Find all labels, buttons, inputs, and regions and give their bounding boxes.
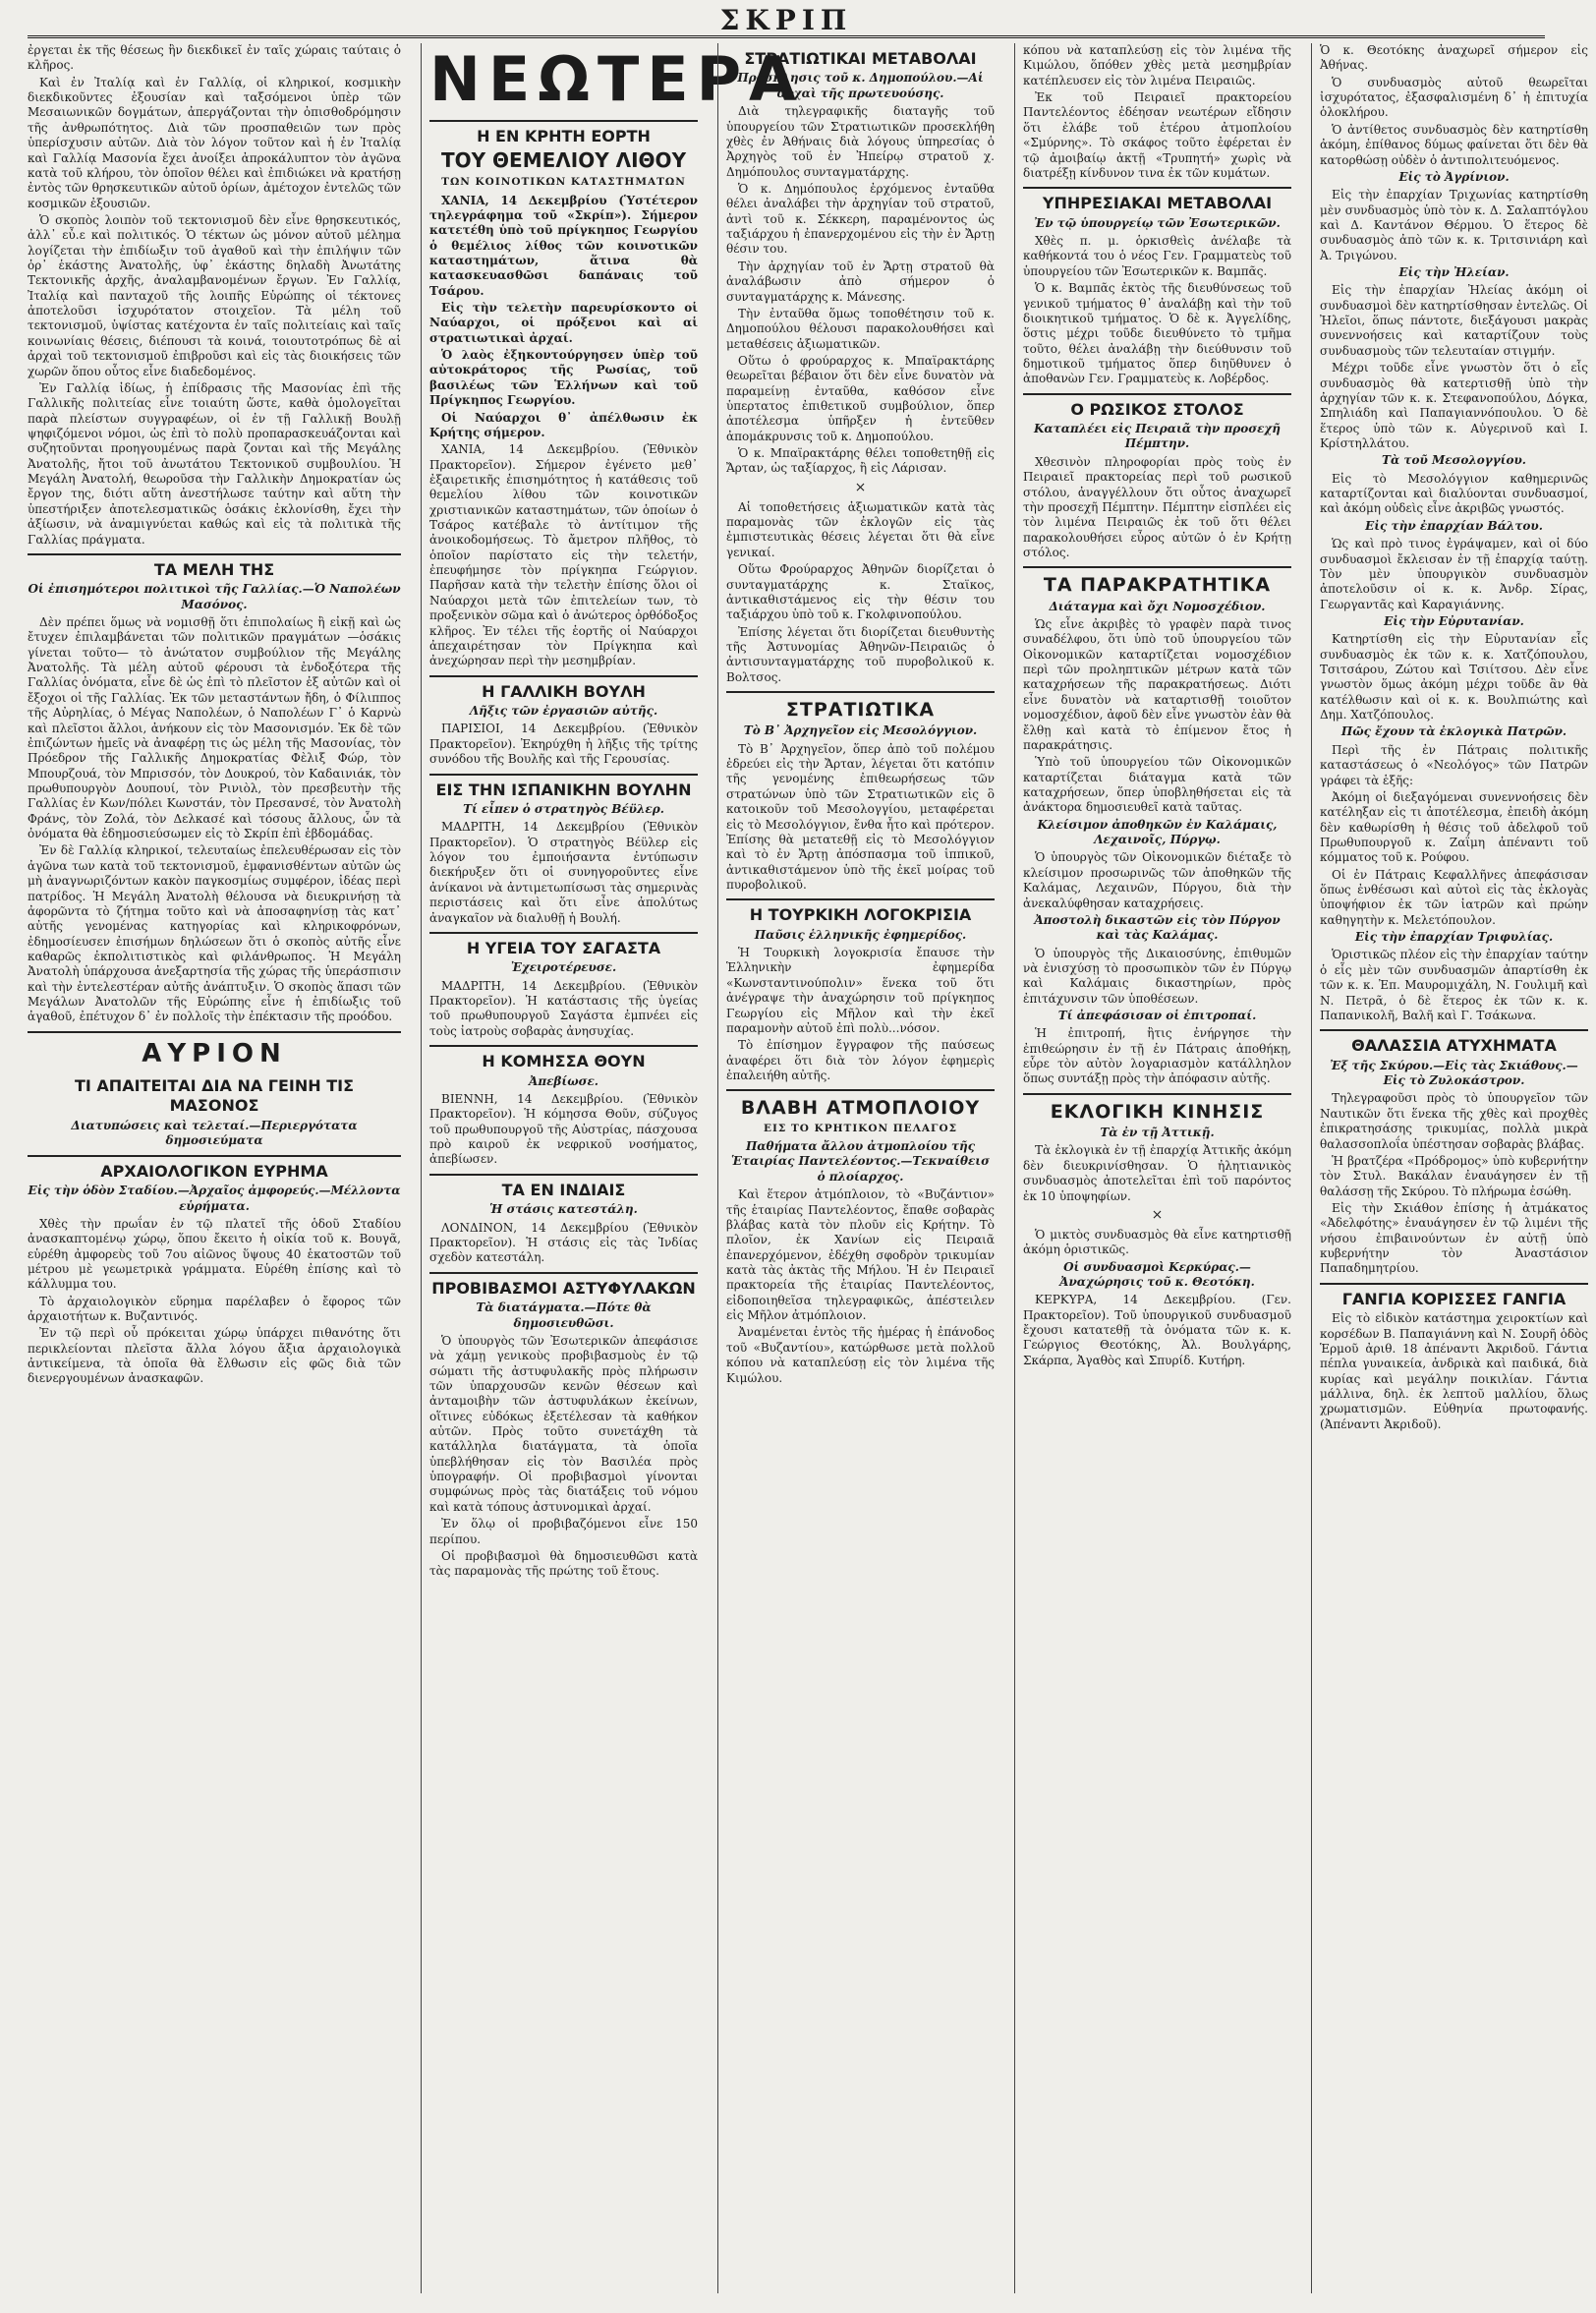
section-heading: ΤΑ ΕΝ ΙΝΔΙΑΙΣ xyxy=(429,1174,698,1200)
section-heading: ΣΤΡΑΤΙΩΤΙΚΑΙ ΜΕΤΑΒΟΛΑΙ xyxy=(744,49,977,68)
paragraph: ΒΙΕΝΝΗ, 14 Δεκεμβρίου. (Ἐθνικὸν Πρακτορεῖον). Ἡ κόμησσα Θοῦν, σύζυγος τοῦ πρωθυπουργοῦ τῆς Αὐστρίας, πάσχουσα πρὸ καιροῦ ἐκ νεφρικοῦ νοσήματος, ἀπεβίωσεν. xyxy=(429,1091,698,1167)
paragraph: Ἡ βρατζέρα «Πρόδρομος» ὑπὸ κυβερνήτην τὸν Στυλ. Βακάλαν ἐναυάγησεν ἐν τῇ θαλάσσῃ τῆς Σκύρου. Τὸ πλήρωμα ἐσώθη. xyxy=(1320,1153,1588,1198)
paragraph: κόπου νὰ καταπλεύσῃ εἰς τὸν λιμένα τῆς Κιμώλου, ὅπόθεν χθὲς μετὰ μεσημβρίαν κατέπλευσεν εἰς τὸν λιμένα Πειραιῶς. xyxy=(1023,43,1291,87)
section-subheading: Ἀπεβίωσε. xyxy=(529,1073,598,1088)
section-subheading: ΕΙΣ ΤΟ ΚΡΗΤΙΚΟΝ ΠΕΛΑΓΟΣ xyxy=(763,1122,958,1134)
section-subheading: Πρόσκλησις τοῦ κ. Δημοπούλου.—Αἱ ἀρχαὶ τῆς πρωτευούσης. xyxy=(737,71,984,100)
paragraph: Ἀναμένεται ἐντὸς τῆς ἡμέρας ἡ ἐπάνοδος τοῦ «Βυζαντίου», κατώρθωσε μετὰ πολλοῦ κόπου νὰ καταπλεύσῃ εἰς τὸν λιμένα τῆς Κιμώλου. xyxy=(726,1325,995,1385)
section-subheading: Ἡ στάσις κατεστάλη. xyxy=(489,1202,638,1217)
section-subheading: Εἰς τὴν ὁδὸν Σταδίου.—Ἀρχαῖος ἀμφορεύς.—Μέλλοντα εὑρήματα. xyxy=(28,1184,401,1213)
paragraph: Κατηρτίσθη εἰς τὴν Εὐρυτανίαν εἷς συνδυασμὸς ἐκ τῶν κ. κ. Χατζόπουλου, Τσιτσάρου, Ζώτου καὶ Τσιίτσου. Δὲν εἶνε γνωστὸν ὅμως ἀκόμη μέχρι τοῦδε ἂν θὰ κατέλθωσιν καὶ οἱ κ. κ. Βουλπιώτης καὶ Δημ. Χατζόπουλος. xyxy=(1320,632,1588,723)
paragraph: Τὸ Β᾽ Ἀρχηγεῖον, ὅπερ ἀπὸ τοῦ πολέμου ἐδρεύει εἰς τὴν Ἄρταν, λέγεται ὅτι κατόπιν τῆς γενομένης ἐπιθεωρήσεως τῶν στρατώνων ὑπὸ τῶν Στρατιωτικῶν εἰς ὃ κατοικοῦν τοῦ Μεσολογγίου, μεταφέρεται εἰς τὸ Μεσολόγγιον, ἔνθα ἦτο καὶ πρότερον. Ἐπίσης θὰ μετατεθῇ εἰς τὸ Μεσολόγγιον καὶ τὸ ἐν Ἄρτῃ ἀπόσπασμα τοῦ ἱππικοῦ, ἀντικαθιστάμενον ὑπὸ τῆς ἐκεῖ μοίρας τοῦ πυροβολικοῦ. xyxy=(726,741,995,892)
paragraph: ΠΑΡΙΣΙΟΙ, 14 Δεκεμβρίου. (Ἐθνικὸν Πρακτορεῖον). Ἐκηρύχθη ἡ λῆξις τῆς τρίτης συνόδου τῆς Βουλῆς καὶ τῆς Γερουσίας. xyxy=(429,722,698,767)
paragraph: ΚΕΡΚΥΡΑ, 14 Δεκεμβρίου. (Γεν. Πρακτορεῖον). Τοῦ ὑπουργικοῦ συνδυασμοῦ ἔχουσι κατατεθῇ τὰ ὀνόματα τῶν κ. κ. Γεώργιος Θεοτόκης, Ἀλ. Βουλγάρης, Σκάρπα, Ἀγαθὸς καὶ Σπυρίδ. Κυτήρη. xyxy=(1023,1293,1291,1367)
section-subheading: Τὰ τοῦ Μεσολογγίου. xyxy=(1382,453,1526,468)
section-heading: ΣΤΡΑΤΙΩΤΙΚΑ xyxy=(726,691,995,722)
column-3 xyxy=(717,43,1002,2293)
paragraph: Ὁ κ. Μπαϊρακτάρης θέλει τοποθετηθῇ εἰς Ἄρταν, ὡς ταξίαρχος, ἢ εἰς Λάρισαν. xyxy=(726,446,995,476)
section-subheading: Τί εἶπεν ὁ στρατηγὸς Βέϋλερ. xyxy=(463,802,664,817)
section-subheading: Ἀποστολὴ δικαστῶν εἰς τὸν Πύργον καὶ τὰς Καλάμας. xyxy=(1034,912,1281,943)
section-subheading: Καταπλέει εἰς Πειραιᾶ τὴν προσεχῆ Πέμπτην. xyxy=(1033,422,1282,451)
section-heading: ΘΑΛΑΣΣΙΑ ΑΤΥΧΗΜΑΤΑ xyxy=(1320,1029,1588,1056)
paragraph: Διὰ τηλεγραφικῆς διαταγῆς τοῦ ὑπουργείου τῶν Στρατιωτικῶν προσεκλήθη χθὲς ἐν Ἀθήναις διὰ λόγους ὑπηρεσίας ὁ Ἀρχηγὸς τοῦ ἐν Ἠπείρῳ στρατοῦ χ. Δημόπουλος συνταγματάρχης. xyxy=(726,104,995,179)
paragraph: Ὁ μικτὸς συνδυασμὸς θὰ εἶνε κατηρτισθῇ ἀκόμη ὁριστικῶς. xyxy=(1023,1227,1291,1257)
paragraph: Καὶ ἕτερον ἀτμόπλοιον, τὸ «Βυζάντιον» τῆς ἑταιρίας Παντελέοντος, ἔπαθε σοβαρὰς βλάβας κατὰ τὸν πλοῦν εἰς Κρήτην. Τὸ πλοῖον, ἐκ Χανίων εἰς Πειραιᾶ ἐπανερχόμενον, ἐδέχθη σφοδρὸν τρικυμίαν κατὰ τὰς ἀκτὰς τῆς Μήλου. Ἡ ἐν Πειραιεῖ πρακτορεία τῆς ἑταιρίας Παντελέοντος, εἰδοποιηθεῖσα τηλεγραφικῶς, ἀπέστειλεν εἰς Μῆλον ἀτμόπλοιον. xyxy=(726,1187,995,1323)
section-heading: ΒΛΑΒΗ ΑΤΜΟΠΛΟΙΟΥ xyxy=(726,1089,995,1120)
section-heading: Ο ΡΩΣΙΚΟΣ ΣΤΟΛΟΣ xyxy=(1023,393,1291,420)
paragraph: Ὁ λαὸς ἐξηκοντούργησεν ὑπὲρ τοῦ αὐτοκράτορος τῆς Ρωσίας, τοῦ βασιλέως τῶν Ἑλλήνων καὶ τοῦ Πρίγκηπος Γεωργίου. xyxy=(429,348,698,408)
paragraph: ΜΑΔΡΙΤΗ, 14 Δεκεμβρίου. (Ἐθνικὸν Πρακτορεῖον). Ἡ κατάστασις τῆς ὑγείας τοῦ πρωθυπουργοῦ Σαγάστα ἐμπνέει εἰς τοὺς ἰατροὺς σοβαρὰς ἀνησυχίας. xyxy=(429,978,698,1038)
paragraph: Ὁ ὑπουργὸς τῶν Οἰκονομικῶν διέταξε τὸ κλείσιμον προσωρινῶς τῶν ἀποθηκῶν τῆς Καλάμας, Λεχαινῶν, Πύργου, διὰ τὴν ἀνεκαλύφθησαν καταχρήσεις. xyxy=(1023,850,1291,910)
section-subheading: Τὰ ἐν τῇ Ἀττικῇ. xyxy=(1100,1126,1215,1140)
paragraph: Ἡ Τουρκικὴ λογοκρισία ἔπαυσε τὴν Ἑλληνικὴν ἐφημερίδα «Κωνσταντινούπολιν» ἕνεκα τοῦ ὅτι ἀνέγραψε τὴν ἀναχώρησιν τοῦ πρίγκηπος Γεωργίου εἰς Μῆλον καὶ τὴν ἐκεῖ παραμονὴν αὐτοῦ ἐπὶ πολὺ...νόσον. xyxy=(726,946,995,1035)
paragraph: Ὁ κ. Βαμπᾶς ἐκτὸς τῆς διευθύνσεως τοῦ γενικοῦ τμήματος θ᾽ ἀναλάβῃ καὶ τὴν τοῦ διοικητικοῦ τμήματος. Ὁ δὲ κ. Ἀγγελίδης, ὅστις μέχρι τοῦδε διευθύνετο τὸ τμῆμα τοῦτο, θέλει ἀναλάβῃ τὴν διεύθυνσιν τοῦ δημοτικοῦ τμήματος ὅπερ διηῦθυνεν ὁ ἀποθανὼν Γεν. Γραμματεὺς κ. Λοβέρδος. xyxy=(1023,281,1291,386)
paragraph: ἐργεται ἐκ τῆς θέσεως ἣν διεκδικεῖ ἐν ταῖς χώραις ταύταις ὁ κλῆρος. xyxy=(28,43,401,73)
section-subheading: Εἰς τὴν ἐπαρχίαν Βάλτου. xyxy=(1365,518,1543,533)
paragraph: Εἰς τὸ Μεσολόγγιον καθημερινῶς καταρτίζονται καὶ διαλύονται συνδυασμοί, καὶ ἀκόμη οὐδεὶς εἶνε ἀκριβῶς γνωστός. xyxy=(1320,471,1588,516)
paragraph: Ἐπίσης λέγεται ὅτι διορίζεται διευθυντὴς τῆς Ἀστυνομίας Ἀθηνῶν-Πειραιῶς ὁ ἀντισυνταγματάρχης τοῦ πυροβολικοῦ κ. Βολτσος. xyxy=(726,624,995,684)
section-subheading: Ἐχειροτέρευσε. xyxy=(510,960,617,975)
paragraph: Τὸ ἀρχαιολογικὸν εὕρημα παρέλαβεν ὁ ἔφορος τῶν ἀρχαιοτήτων κ. Βυζαντινός. xyxy=(28,1294,401,1324)
paragraph: Οὕτω ὁ φρούραρχος κ. Μπαϊρακτάρης θεωρεῖται βέβαιον ὅτι δὲν εἶνε δυνατὸν νὰ παραμείνῃ ἐνταῦθα, καθόσον εἶνε ὑπερτατος ἐπιθετικοῦ συμβούλιον, ὅπερ ἀποτέλεσμα ὑπῆρξεν ἡ ἐντεῦθεν ἀπομάκρυνσις τοῦ κ. Δημοπούλου. xyxy=(726,353,995,443)
paragraph: Τὰ ἐκλογικὰ ἐν τῇ ἐπαρχίᾳ Ἀττικῆς ἀκόμη δὲν διευκρινίσθησαν. Ὁ ἠλητιανικὸς συνδυασμὸς ἀποτελεῖται ἐπὶ τοῦ παρόντος ἐκ 10 ὑποψηφίων. xyxy=(1023,1143,1291,1203)
paragraph: Αἱ τοποθετήσεις ἀξιωματικῶν κατὰ τὰς παραμονὰς τῶν ἐκλογῶν εἰς τὰς ἐμπιστευτικὰς θέσεις λέγεται ὅτι θὰ εἶνε γενικαί. xyxy=(726,499,995,559)
paragraph: Χθὲς π. μ. ὁρκισθεὶς ἀνέλαβε τὰ καθήκοντά του ὁ νέος Γεν. Γραμματεὺς τοῦ ὑπουργείου τῶν Ἐσωτερικῶν κ. Βαμπᾶς. xyxy=(1023,234,1291,278)
paragraph: Ὁ κ. Δημόπουλος ἐρχόμενος ἐνταῦθα θέλει ἀναλάβει τὴν ἀρχηγίαν τοῦ στρατοῦ, ἀντὶ τοῦ κ. Σέκκερη, παραμένοντος ὡς ταξιάρχου ἡ ἐπανερχομένου εἰς τὴν ἐν Ἄρτῃ θέσιν του. xyxy=(726,181,995,257)
section-subheading: Διατυπώσεις καὶ τελεταί.—Περιεργότατα δημοσιεύματα xyxy=(71,1118,358,1148)
section-heading: ΥΠΗΡΕΣΙΑΚΑΙ ΜΕΤΑΒΟΛΑΙ xyxy=(1023,187,1291,213)
paragraph: Ὁ κ. Θεοτόκης ἀναχωρεῖ σήμερον εἰς Ἀθήνας. xyxy=(1320,43,1588,73)
paragraph: Ὁ ὑπουργὸς τῆς Δικαιοσύνης, ἐπιθυμῶν νὰ ἐνισχύσῃ τὸ προσωπικὸν τῶν ἐν Πύργῳ καὶ Καλάμαις δικαστηρίων, πρὸς ἐπιτάχυνσιν τῶν ὑποθέσεων. xyxy=(1023,946,1291,1006)
section-heading: ΤΙ ΑΠΑΙΤΕΙΤΑΙ ΔΙΑ ΝΑ ΓΕΙΝΗ ΤΙΣ ΜΑΣΟΝΟΣ xyxy=(74,1076,355,1116)
paragraph: Οὕτω Φρούραρχος Ἀθηνῶν διορίζεται ὁ συνταγματάρχης κ. Σταϊκος, ἀντικαθιστάμενος εἰς τὴν θέσιν του ταξιάρχου ὑπὸ τοῦ κ. Γκολφινοπούλου. xyxy=(726,562,995,622)
section-heading: Η ΥΓΕΙΑ ΤΟΥ ΣΑΓΑΣΤΑ xyxy=(429,932,698,958)
masthead-rule xyxy=(28,35,1545,38)
paragraph: Ἐν Γαλλίᾳ ἰδίως, ἡ ἐπίδρασις τῆς Μασονίας ἐπὶ τῆς Γαλλικῆς πολιτείας εἶνε τοιαύτη ὥστε, καθὰ ὁμολογεῖται παρὰ πλείστων συγγραφέων, οἱ ἐν τῇ Γαλλικῇ Βουλῇ ψηφιζόμενοι νόμοι, ὡς ἐπὶ τὸ πολὺ προπαρασκευάζονται καὶ συζητοῦνται προηγουμένως παρὰ ζονται καὶ τῆς Μεγάλης Ἀνατολῆς, ἤτοι τοῦ ἀνωτάτου Τεκτονικοῦ συμβουλίου. Ἡ Μεγάλη Ἀνατολή, θεωροῦσα τὴν Γαλλικὴν Δημοκρατίαν ὡς ἔργον της, διότι αὕτη ἀνεστήλωσε ταύτην καὶ αὕτη τὴν ὑπεστήριξεν ἀποτελεσματικῶς ὁσάκις ἐκλονίσθη, ἔχει τὴν ἀξίωσιν, νὰ ἀναμιγνύεται καθώς καὶ εἰς τὰ πολιτικὰ τῆς Γαλλίας πράγματα. xyxy=(28,380,401,547)
section-heading: ΕΚΛΟΓΙΚΗ ΚΙΝΗΣΙΣ xyxy=(1023,1093,1291,1124)
section-subheading: Εἰς τὴν ἐπαρχίαν Τριφυλίας. xyxy=(1354,930,1554,945)
paragraph: Τὴν ἐνταῦθα ὅμως τοποθέτησιν τοῦ κ. Δημοπούλου θέλουσι παρακολουθήσει καὶ μεταθέσεις ἀξιωματικῶν. xyxy=(726,306,995,351)
paragraph: Περὶ τῆς ἐν Πάτραις πολιτικῆς καταστάσεως ὁ «Νεολόγος» τῶν Πατρῶν γράφει τὰ ἑξῆς: xyxy=(1320,742,1588,787)
paragraph: Ὁ συνδυασμὸς αὐτοῦ θεωρεῖται ἰσχυρότατος, ἐξασφαλισμένη δ᾽ ἡ ἐπιτυχία ὁλοκλήρου. xyxy=(1320,75,1588,120)
column-1 xyxy=(28,43,409,2293)
paragraph: ΛΟΝΔΙΝΟΝ, 14 Δεκεμβρίου (Ἐθνικὸν Πρακτορεῖον). Ἡ στάσις εἰς τὰς Ἰνδίας σχεδὸν κατεστάλη. xyxy=(429,1220,698,1265)
paragraph: Εἰς τὴν ἐπαρχίαν Ἠλείας ἀκόμη οἱ συνδυασμοὶ δὲν κατηρτίσθησαν ἐντελῶς. Οἱ Ἠλεῖοι, ὅπως πάντοτε, διεξάγουσι μακρὰς συνεννοήσεις καὶ καταρτίζουν τοὺς συνδυασμοὺς τῶν τελευταίαν στιγμήν. xyxy=(1320,283,1588,358)
section-heading: ΑΡΧΑΙΟΛΟΓΙΚΟΝ ΕΥΡΗΜΑ xyxy=(28,1155,401,1182)
paragraph: Ὡς εἶνε ἀκριβὲς τὸ γραφὲν παρὰ τινος συναδέλφου, ὅτι ὑπὸ τοῦ ὑπουργείου τῶν Οἰκονομικῶν καταρτίζεται νομοσχέδιον περὶ τῶν προληπτικῶν μέτρων κατὰ τῶν καταχρήσεων τῆς παρακρατήσεως. Διότι εἶνε δυνατὸν νὰ καταρτισθῇ τοιοῦτον νομοσχέδιον, ἀφοῦ δὲν εἶνε γνωστὸν ἐὰν θὰ ἔλθῃ καὶ κατὰ τὸ ἐπίμενον ἔτος ἡ παρακράτησις. xyxy=(1023,617,1291,752)
paragraph: ΜΑΔΡΙΤΗ, 14 Δεκεμβρίου (Ἐθνικὸν Πρακτορεῖον). Ὁ στρατηγὸς Βέϋλερ εἰς λόγον του ἐμποιήσαντα ἐντύπωσιν διεκήρυξεν ὅτι οἱ συνηγοροῦντες εἶνε ἀνίκανοι νὰ ἀντιμετωπίσωσι τὰς σημερινὰς περιστάσεις καὶ ὅτι εἶνε ἀπολύτως ἀναγκαῖον νὰ διαλυθῇ ἡ Βουλή. xyxy=(429,820,698,925)
section-heading: ΤΟΥ ΘΕΜΕΛΙΟΥ ΛΙΘΟΥ xyxy=(440,148,687,173)
section-subheading: Εἰς τὴν Εὐρυτανίαν. xyxy=(1384,613,1524,628)
paragraph: Οἱ προβιβασμοὶ θὰ δημοσιευθῶσι κατὰ τὰς παραμονὰς τῆς πρώτης τοῦ ἔτους. xyxy=(429,1548,698,1579)
paragraph: Δὲν πρέπει ὅμως νὰ νομισθῇ ὅτι ἐπιπολαίως ἢ εἰκῇ καὶ ὡς ἔτυχεν ἐπιλαμβάνεται τῶν πολιτικῶν πραγμάτων —ὁσάκις γίνεται τοῦτο— τὸ ἀνώτατον συμβούλιον τῆς Μεγάλης Ἀνατολῆς. Τὰ μέλη αὐτοῦ φέρουσι τὰ ἐνδοξότερα τῆς Γαλλίας ὀνόματα, εἶνε δὲ ὡς ἐπὶ τὸ πλεῖστον ἐξ αὐτῶν καὶ οἱ ἔξοχοι οἱ τῆς Γαλλίας. Ἐκ τῶν μεταστάντων ἤδη, ὁ Φίλιππος τῆς Αὐρηλίας, ὁ Μέγας Ναπολέων, ὁ Ναπολέων Γ᾽ ὁ Καρνὼ καὶ πλεῖστοι ἄλλοι, ἀνήκουν εἰς τὸν Μασονισμόν. Ἐκ δὲ τῶν ἐπιζώντων ἡμεῖς νὰ ἀναφέρῃ τις ὡς μέλη τῆς Μασονίας, τὸν Πρόεδρον τῆς Γαλλικῆς Δημοκρατίας Φὲλιξ Φώρ, τὸν Μπουρζουά, τὸν Μπρισσόν, τὸν Δουκρού, τὸν Καδαινιάκ, τὸν πρωθυπουργὸν Δουπουί, τὸν Ρινιὸλ, τὸν πρεσβευτὴν τῆς Γαλλίας ἐν Κων/πόλει Κωνστάν, τὸν Πρεσανσέ, τὸν Ἀνατολὴ Φράνς, τὸν Ζολά, τὸν Δελκασέ καὶ τόσους ἄλλους, ὧν τὰ ὀνόματα θὰ ἐδημοσιεύσωμεν εἰς τὸ Σκρίπ ἐπὶ ἑβδομάδας. xyxy=(28,615,401,841)
section-subheading: Τί ἀπεφάσισαν οἱ ἐπιτροπαί. xyxy=(1057,1009,1257,1023)
paragraph: Ἡ ἐπιτροπή, ἣτις ἐνήργησε τὴν ἐπιθεώρησιν ἐν τῇ ἐν Πάτραις ἀποθήκῃ, εὗρε τὸν αὐτὸν λογαριασμὸν κατάλληλον ὅπως συντάξῃ πρὸς τὴν ἀπόφασιν αὐτῆς. xyxy=(1023,1026,1291,1086)
paragraph: Ὁ ἀντίθετος συνδυασμὸς δὲν κατηρτίσθη ἀκόμη, ἐπίθανος δύμως φαίνεται ὅτι δὲν θὰ κατορθώσῃ οὐδὲν ὁ ἀντιπολιτευόμενος. xyxy=(1320,122,1588,167)
section-heading: Η ΤΟΥΡΚΙΚΗ ΛΟΓΟΚΡΙΣΙΑ xyxy=(726,898,995,925)
paragraph: Ὁ ὑπουργὸς τῶν Ἐσωτερικῶν ἀπεφάσισε νὰ χάμῃ γενικοὺς προβιβασμοὺς ἐν τῷ σώματι τῆς ἀστυφυλακῆς πρὸς πλήρωσιν τῶν ὑπαρχουσῶν κενῶν θέσεων καὶ ἀνταμοιβὴν τῶν ἀστυφυλάκων ἐκείνων, οἵτινες εὐδόκως ἐξετέλεσαν τὰ καθήκον αὐτῶν. Πρὸς τοῦτο συνετάχθη τὰ κατάλληλα διατάγματα, τὰ ὁποῖα ὑπεβλήθησαν εἰς τὸν Βασιλέα πρὸς ὑπογραφήν. Οἱ προβιβασμοὶ γίνονται συμφώνως πρὸς τὰς διατάξεις τοῦ νόμου καὶ κατὰ τόπους ἀστυνομικαὶ ἀρχαί. xyxy=(429,1333,698,1514)
section-subheading: Λῆξις τῶν ἐργασιῶν αὐτῆς. xyxy=(469,704,658,719)
paragraph: ΧΑΝΙΑ, 14 Δεκεμβρίου (Ὑστέτερον τηλεγράφημα τοῦ «Σκρίπ»). Σήμερον κατετέθη ὑπὸ τοῦ πρίγκηπος Γεωργίου ὁ θεμέλιος λίθος τῶν κοινοτικῶν καταστημάτων, ἅτινα θὰ κατασκευασθῶσι δαπάναις τοῦ Τσάρου. xyxy=(429,193,698,298)
paragraph: Ἐν ὅλῳ οἱ προβιβαζόμενοι εἶνε 150 περίπου. xyxy=(429,1517,698,1546)
paragraph: ΧΑΝΙΑ, 14 Δεκεμβρίου. (Ἐθνικὸν Πρακτορεῖον). Σήμερον ἐγένετο μεθ᾽ ἐξαιρετικῆς ἐπισημότητος ἡ κατάθεσις τοῦ θεμελίου λίθου τῶν κοινοτικῶν χριστιανικῶν καταστημάτων, τῶν ὁποίων ὁ Τσάρος κατέβαλε τὸ ἀντίτιμον τῆς ἀνοικοδομήσεως. Τὸ ἄμετρον πλῆθος, τὸ ὁποῖον παρίστατο εἰς τὴν τελετήν, ἐπευφήμησε τὸν πρίγκηπα Γεώργιον. Παρῆσαν κατὰ τὴν τελετὴν ἐπίσης ὅλοι οἱ Ναύαρχοι μετὰ τῶν ἐπιτελείων των, τὸ προξενικὸν σῶμα καὶ ὁ ἀνώτερος ὀρθόδοξος κλῆρος. Ἐν τέλει τῆς ἑορτῆς οἱ Ναύαρχοι ἀπεχαιρέτησαν τὸν Πρίγκηπα καὶ ἀνεχώρησαν περὶ τὴν μεσημβρίαν. xyxy=(429,442,698,668)
section-banner-neotera: ΝΕΩΤΕΡΑ xyxy=(429,43,805,115)
section-heading: ΠΡΟΒΙΒΑΣΜΟΙ ΑΣΤΥΦΥΛΑΚΩΝ xyxy=(429,1272,698,1299)
section-heading: ΑΥΡΙΟΝ xyxy=(28,1031,401,1070)
section-subheading: Εἰς τὸ Ἀγρίνιον. xyxy=(1398,169,1510,184)
section-heading: ΤΑ ΠΑΡΑΚΡΑΤΗΤΙΚΑ xyxy=(1023,566,1291,597)
section-subheading: Παθήματα ἄλλου ἀτμοπλοίου τῆς Ἑταιρίας Παντελέοντος.—Τεκναίθεισ ὁ πλοίαρχος. xyxy=(731,1139,990,1184)
paragraph: Τηλεγραφοῦσι πρὸς τὸ ὑπουργεῖον τῶν Ναυτικῶν ὅτι ἕνεκα τῆς χθὲς καὶ προχθὲς ἐπικρατησάσης τρικυμίας, πολλὰ μικρὰ θαλασσοπλοΐα ὑπέστησαν σοβαρὰς βλάβας. xyxy=(1320,1091,1588,1151)
section-subheading: Πῶς ἔχουν τὰ ἐκλογικὰ Πατρῶν. xyxy=(1340,724,1568,739)
divider-cross: × xyxy=(854,479,867,495)
paragraph: Ὁριστικῶς πλέον εἰς τὴν ἐπαρχίαν ταύτην ὁ εἷς μὲν τῶν συνδυασμῶν ἀπαρτίσθη ἐκ τῶν κ. κ. Ἐπ. Μαυρομιχάλη, Ν. Γουλιμῆ καὶ Ν. Πετρᾶ, ὁ δὲ ἕτερος ἐκ τῶν κ. κ. Παπανικολῆ, Βαλῆ καὶ Γ. Τσάκωνα. xyxy=(1320,948,1588,1022)
paragraph: Ὡς καὶ πρὸ τινος ἐγράψαμεν, καὶ οἱ δύο συνδυασμοὶ ἔκλεισαν ἐν τῇ ἐπαρχίᾳ ταύτῃ. Τὸν μὲν ὑπουργικὸν συνδυασμὸν ἀποτελοῦσιν οἱ κ. κ. Ἀνδρ. Σίρας, Γεωργαντᾶς καὶ Καραγιάννης. xyxy=(1320,537,1588,611)
paragraph: Οἱ Ναύαρχοι θ᾽ ἀπέλθωσιν ἐκ Κρήτης σήμερον. xyxy=(429,410,698,439)
paragraph: Εἰς τὴν ἐπαρχίαν Τριχωνίας κατηρτίσθη μὲν συνδυασμὸς ὑπὸ τὸν κ. Δ. Σαλαπτόγλου καὶ Δ. Καντάνον Θέρμου. Ὁ ἕτερος δὲ συνδυασμὸς ἀπὸ τῶν κ. κ. Τριτσινιάρη καὶ Ἀ. Τριγώνου. xyxy=(1320,188,1588,262)
paragraph: Τὸ ἐπίσημον ἔγγραφον τῆς παύσεως ἀναφέρει ὅτι διὰ τὸν λόγον ἐφημερὶς ἐπαλειήθη αὐτῆς. xyxy=(726,1038,995,1082)
section-heading: Η ΕΝ ΚΡΗΤΗ ΕΟΡΤΗ xyxy=(429,120,698,146)
paragraph: Χθὲς τὴν πρωΐαν ἐν τῷ πλατεῖ τῆς ὁδοῦ Σταδίου ἀνασκαπτομένῳ χώρῳ, ὅπου ἔκειτο ἡ οἰκία τοῦ κ. Βουγᾶ, εὑρέθη ἀμφορεὺς τοῦ 7ου αἰῶνος ὕψους 40 ἑκατοστῶν τοῦ μέτρου μὲ γεωμετρικὰ γράμματα. Εὑρέθη ἐπίσης καὶ τὸ κάλλυμμα του. xyxy=(28,1216,401,1292)
paragraph: Ὑπὸ τοῦ ὑπουργείου τῶν Οἰκονομικῶν καταρτίζεται διάταγμα κατὰ τῶν καταχρήσεων, ὅπερ ὑποβληθήσεται εἰς τὰ ἀνάκτορα δημοσιευθεῖ κατὰ ταῦτας. xyxy=(1023,755,1291,815)
section-subheading: Οἱ ἐπισημότεροι πολιτικοὶ τῆς Γαλλίας.—Ὁ Ναπολέων Μασόνος. xyxy=(28,582,401,611)
section-subheading: Οἱ συνδυασμοὶ Κερκύρας.—Ἀναχώρησις τοῦ κ. Θεοτόκη. xyxy=(1059,1259,1255,1289)
section-heading: Η ΓΑΛΛΙΚΗ ΒΟΥΛΗ xyxy=(429,675,698,702)
paragraph: Ἀκόμη οἱ διεξαγόμεναι συνεννοήσεις δὲν κατέληξαν εἰς τι ἀποτέλεσμα, ἐπειδὴ ἀκόμη δὲν καθωρίσθη ἡ θέσις τοῦ ἀδελφοῦ τοῦ Πρωθυπουργοῦ κ. Ζαΐμη ἀπέναντι τοῦ κόμματος τοῦ κ. Ρούφου. xyxy=(1320,789,1588,865)
section-subheading: Τὰ διατάγματα.—Πότε θὰ δημοσιευθῶσι. xyxy=(476,1301,652,1330)
section-subheading: Κλείσιμον ἀποθηκῶν ἐν Καλάμαις, Λεχαινοῖς, Πύργῳ. xyxy=(1037,817,1278,847)
paragraph: Καὶ ἐν Ἰταλίᾳ καὶ ἐν Γαλλίᾳ, οἱ κληρικοί, κοσμικὴν διεκδικοῦντες ἐξουσίαν καὶ ταξσόμενοι ὑπὲρ τῶν Μεσαιωνικῶν δογμάτων, ἀπεργάζονται τὴν ὀπισθοδρόμησιν τῆς ἀνθρωπότητος. Διὰ τῶν προσπαθειῶν των πρὸς ὑπερίσχυσιν αὐτῶν. Διὰ τὸν λόγον τοῦτον καὶ ἡ ἐν Ἰταλίᾳ καὶ Γαλλίᾳ Μασονία ἔχει ἀνοίξει ἀπροκάλυπτον τὸν ἀγῶνα κατὰ τοῦ κλήρου, τὸν ὁποῖον θέλει καὶ ἐπιδιώκει νὰ κρατήσῃ ἐντὸς τῶν θρησκευτικῶν αὐτοῦ ὁρίων, ἀμέτοχον ἐντελῶς τῶν κοσμικῶν ἐξουσιῶν. xyxy=(28,75,401,210)
section-heading: ΕΙΣ ΤΗΝ ΙΣΠΑΝΙΚΗΝ ΒΟΥΛΗΝ xyxy=(429,774,698,800)
section-heading: Η ΚΟΜΗΣΣΑ ΘΟΥΝ xyxy=(429,1045,698,1071)
columns xyxy=(28,43,1588,2293)
paragraph: Οἱ ἐν Πάτραις Κεφαλλῆνες ἀπεφάσισαν ὅπως ἐνθέσωσι καὶ αὐτοὶ εἰς τὰς ἐκλογὰς ὑποψήφιον ἐκ τῶν ἰατρῶν καὶ πρώην καθηγητὴν κ. Μελετόπουλον. xyxy=(1320,867,1588,927)
paragraph: Χθεσινὸν πληροφορίαι πρὸς τοὺς ἐν Πειραιεῖ πρακτορείας περὶ τοῦ ρωσικοῦ στόλου, ἀναγγέλλουν ὅτι οὗτος ἀναχωρεῖ τὴν προσεχῆ Πέμπτην. Πέμπτην εἰσπλέει εἰς τὸν λιμένα Πειραιῶς ἐκ τοῦ ὅτι θέλει παρακολουθήσει εὖρος αὐτῶν ὁ ἐν Κρήτῃ στόλος. xyxy=(1023,454,1291,559)
paragraph: Ἐν τῷ περὶ οὗ πρόκειται χώρῳ ὑπάρχει πιθανότης ὅτι περικλείονται πλεῖστα ἄλλα λόγου ἄξια ἀρχαιολογικὰ ἀντικείμενα, τὰ ὁποῖα θὰ ἔλθωσιν εἰς φῶς διὰ τῶν διενεργουμένων ἀνασκαφῶν. xyxy=(28,1326,401,1386)
section-subheading: Παῦσις ἑλληνικῆς ἐφημερίδος. xyxy=(754,927,967,942)
column-4 xyxy=(1014,43,1299,2293)
section-subheading: Ἐξ τῆς Σκύρου.—Εἰς τὰς Σκιάθους.—Εἰς τὸ Ζυλοκάστρον. xyxy=(1330,1058,1578,1088)
divider-cross: × xyxy=(1151,1206,1164,1223)
masthead-title: ΣΚΡΙΠ xyxy=(719,4,853,36)
advertisement-text: Εἰς τὸ εἰδικὸν κατάστημα χειροκτίων καὶ κορσέδων Β. Παπαγιάννη καὶ Ν. Σουρῆ ὁδὸς Ἑρμοῦ ἀριθ. 18 ἀπέναντι Ἀκριδοῦ. Γάντια πέπλα γυναικεία, ἀνδρικὰ καὶ παιδικά, διὰ κυρίας καὶ μεγάλην ποικιλίαν. Γάντια μάλλινα, δηλ. ἐκ λεπτοῦ μαλλίου, ὅλως χρωματισμῶν. Εὐθηνία πρωτοφανής. (Ἀπέναντι Ἀκριδοῦ). xyxy=(1320,1311,1588,1431)
section-heading: ΤΑ ΜΕΛΗ ΤΗΣ xyxy=(28,553,401,580)
section-subheading: Εἰς τὴν Ἠλείαν. xyxy=(1398,265,1510,280)
paragraph: Τὴν ἀρχηγίαν τοῦ ἐν Ἄρτῃ στρατοῦ θὰ ἀναλάβωσιν ἀπὸ σήμερον ὁ συνταγματάρχης κ. Μάνεσης. xyxy=(726,259,995,304)
section-subheading: Διάταγμα καὶ ὄχι Νομοσχέδιον. xyxy=(1049,599,1266,613)
paragraph: Ἐν δὲ Γαλλίᾳ κληρικοί, τελευταίως ἐπελευθέρωσαν εἰς τὸν ἀγῶνα των κατὰ τοῦ τεκτονισμοῦ, ἐμφανισθέντων αὐτῶν ὡς μὴ ἀναγνωριζόντων κακὸν παγκοσμίως συμφέρον, ἰδέας περὶ πατρίδος. Ἡ Μεγάλη Ἀνατολὴ θέλουσα νὰ διευκρινήσῃ τὰ ἀφορῶντα τὸ ζήτημα τοῦτο καὶ νὰ ἀποσαφηνίσῃ τὰς κατ᾽ αὐτῆς γενομένας κατηγορίας καὶ κληρικοφρόνων, ἐδημοσίευσεν ἐπισήμων δηλώσεων ὅτι ὁ σκοπὸς αὐτῆς εἶνε καθαρῶς ἐκπολιτιστικὸς καὶ φιλάνθρωπος. Ἡ Μεγάλη Ἀνατολὴ ὑπάρχουσα ἀνεξαρτησία τῆς χώρας τῆς ὑπεράσπισιν καὶ τὴν ἐντελεστέραν αὐτῆς ἀνάπτυξιν. Ὁ σκοπὸς ἅπασι τῶν Μεγάλων Ἀνατολῶν τῆς Εὐρώπης εἶνε ἡ ἐπιδίωξις τοῦ ἀγαθοῦ, ἐπέτυχον δ᾽ ἐν πολλοῖς τὴν ἐπέκτασιν τῆς προόδου. xyxy=(28,843,401,1024)
section-subheading: ΤΩΝ ΚΟΙΝΟΤΙΚΩΝ ΚΑΤΑΣΤΗΜΑΤΩΝ xyxy=(441,176,686,189)
paragraph: Εἰς τὴν Σκιάθον ἐπίσης ἡ ἀτμάκατος «Ἀδελφότης» ἐναυάγησεν ἐν τῷ λιμένι τῆς νήσου ἐπιβαινούντων ἐν αὐτῇ ὑπὸ κυβερνήτην τὸν Ἀναστάσιον Παπαδημητρίου. xyxy=(1320,1200,1588,1276)
paragraph: Εἰς τὴν τελετὴν παρευρίσκοντο οἱ Ναύαρχοι, οἱ πρόξενοι καὶ αἱ στρατιωτικαὶ ἀρχαί. xyxy=(429,301,698,345)
paragraph: Ὁ σκοπὸς λοιπὸν τοῦ τεκτονισμοῦ δὲν εἶνε θρησκευτικός, ἀλλ᾽ εὖ.ε καὶ πολιτικός. Ὁ τέκτων ὡς μόνον αὐτοῦ μέλημα λογίζεται τὴν ἐπιδίωξιν τοῦ ἀγαθοῦ καὶ τὴν ἐπιλήψιν τῶν ὁρ᾽ ἑκάστης Ἀνατολῆς, ὑφ᾽ ἑκάστης δηλαδὴ Ἀνωτάτης Τεκτονικῆς ἀρχῆς, ἀναλαμβανομένων ἔργων. Ἐν Γαλλίᾳ, Ἰταλίᾳ καὶ πανταχοῦ τῆς λοιπῆς Εὐρώπης οἱ τέκτονες ἀποτελοῦσι ἰσχυρότατον στοιχεῖον. Τὰ μέλη τοῦ τεκτονισμοῦ, ὑψίστας κατέχοντα ἐν ταῖς πολιτείαις καὶ ταῖς κοινωνίαις θέσεις, διέπουσι τὰ κοινά, τοιουτοτρόπως δὲ αἱ ἀρχαὶ τοῦ τεκτονισμοῦ ἐπιβροῦσι καὶ εἰς τὰς διοικήσεις τῶν χωρῶν ὅπου οὗτος εἶνε διαδεδομένος. xyxy=(28,212,401,378)
column-5 xyxy=(1311,43,1596,2293)
section-subheading: Τὸ Β᾽ Ἀρχηγεῖον εἰς Μεσολόγγιον. xyxy=(743,723,978,738)
column-2 xyxy=(421,43,805,2293)
paragraph: Ἐκ τοῦ Πειραιεῖ πρακτορείου Παντελέοντος ἐδέησαν νεωτέρων εἴδησιν ὅτι ἐλάβε τοῦ ἑτέρου ἀτμοπλοίου «Σμύρνης». Τὸ σκάφος τοῦτο ἐφέρεται ἐν τῷ ἀμοιβαίῳ ἀκτῇ «Τρυπητή» χωρὶς νὰ διατρέξῃ κίνδυνον τινα ἐκ τῶν κυμάτων. xyxy=(1023,90,1291,180)
section-subheading: Ἐν τῷ ὑπουργείῳ τῶν Ἐσωτερικῶν. xyxy=(1034,215,1281,230)
paragraph: Μέχρι τοῦδε εἶνε γνωστὸν ὅτι ὁ εἷς συνδυασμὸς θὰ κατερτισθῇ ὑπὸ τὴν ἀρχηγίαν τῶν κ. κ. Στεφανοπούλου, Δόγκα, Σπηλιάδη καὶ Παπαγιαννόπουλου. Ὁ δὲ ἕτερος ὑπὸ τῶν κ. Αὐγερινοῦ καὶ Ι. Κρίστηλλάτου. xyxy=(1320,361,1588,450)
advertisement-heading: ΓΑΝΓΙΑ ΚΟΡΙΣΣΕΣ ΓΑΝΓΙΑ xyxy=(1320,1283,1588,1309)
